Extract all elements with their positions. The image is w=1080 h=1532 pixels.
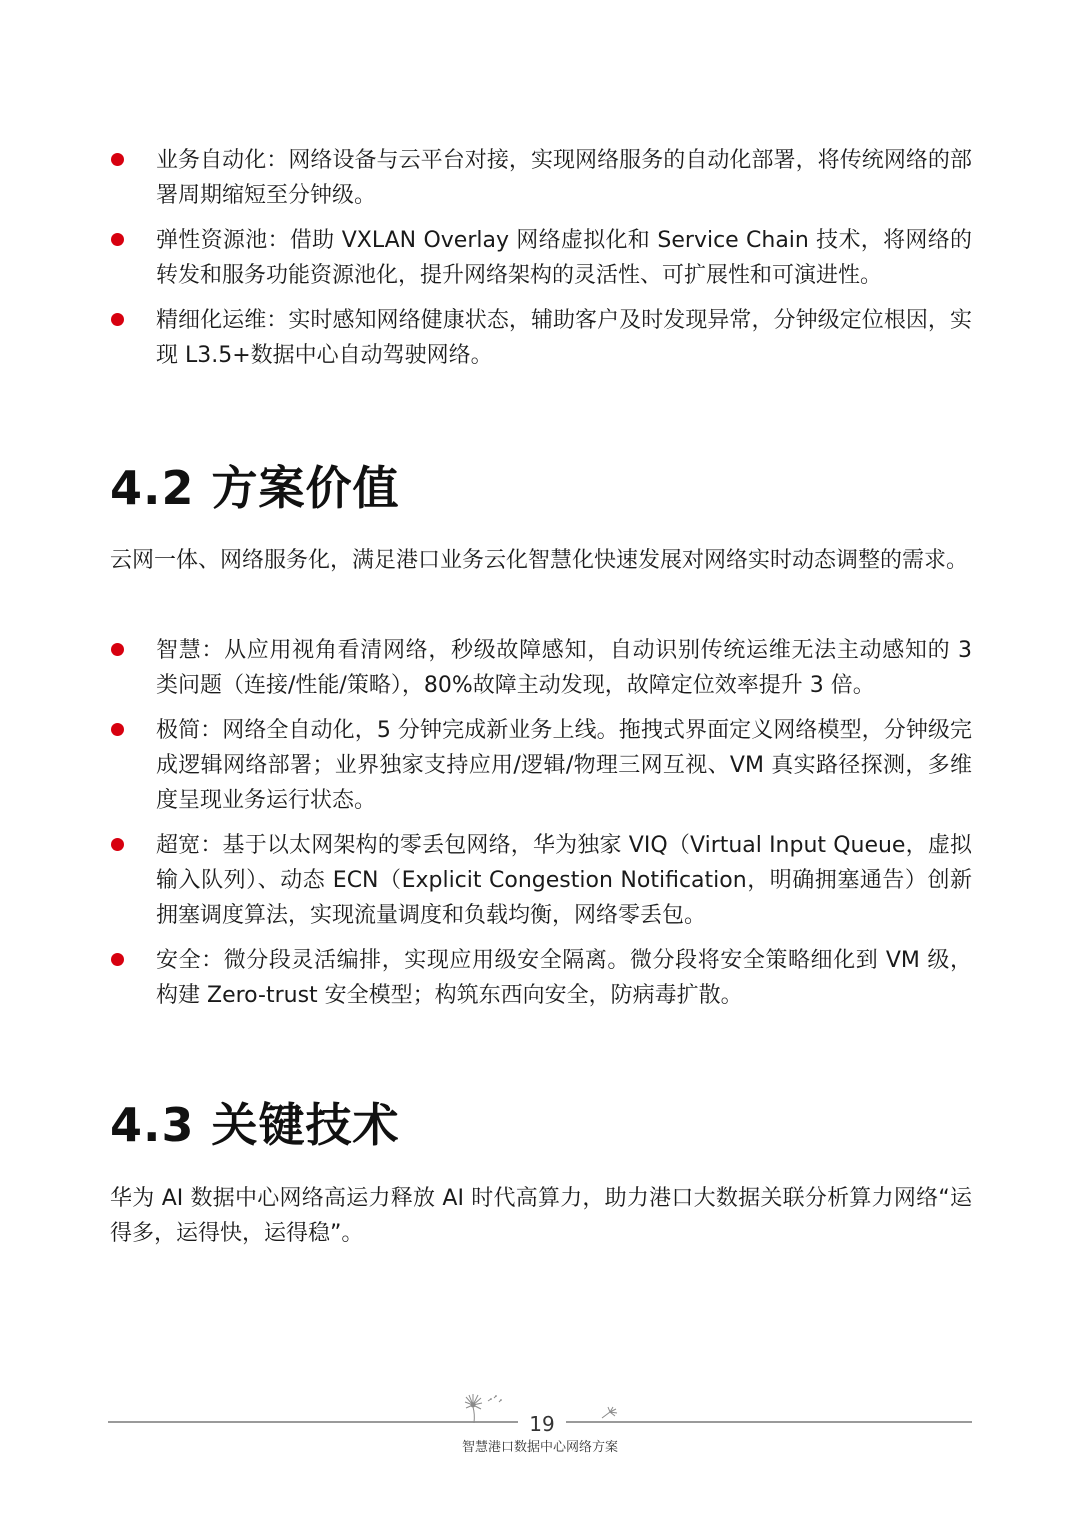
bullet-dot-icon — [111, 643, 124, 656]
bullet-dot-icon — [111, 838, 124, 851]
footer-rule-right — [566, 1421, 972, 1423]
bullet-text: 安全：微分段灵活编排，实现应用级安全隔离。微分段将安全策略细化到 VM 级，构建 Zero-trust 安全模型；构筑东西向安全，防病毒扩散。 — [156, 948, 972, 1008]
bullet-text: 超宽：基于以太网架构的零丢包网络，华为独家 VIQ（Virtual Input Queue，虚拟输入队列）、动态 ECN（Explicit Congestion Notification，明确拥塞通告）创新拥塞调度算法，实现流量调度和负载均衡，网络零丢包。 — [156, 833, 972, 928]
footer-document-title: 智慧港口数据中心网络方案 — [461, 1440, 618, 1455]
list-item — [108, 223, 972, 293]
list-item — [108, 633, 972, 703]
list-item — [108, 303, 972, 373]
footer-rule-left — [108, 1421, 518, 1423]
bullet-dot-icon — [111, 723, 124, 736]
page-number: 19 — [529, 1412, 555, 1436]
bullet-text: 弹性资源池：借助 VXLAN Overlay 网络虚拟化和 Service Chain 技术，将网络的转发和服务功能资源池化，提升网络架构的灵活性、可扩展性和可演进性。 — [156, 228, 972, 288]
bullet-dot-icon — [111, 233, 124, 246]
bullet-text: 极简：网络全自动化，5 分钟完成新业务上线。拖拽式界面定义网络模型，分钟级完成逻辑网络部署；业界独家支持应用/逻辑/物理三网互视、VM 真实路径探测，多维度呈现业务运行状态。 — [156, 718, 972, 813]
section-4-2-intro: 云网一体、网络服务化，满足港口业务云化智慧化快速发展对网络实时动态调整的需求。 — [110, 548, 969, 573]
list-item — [108, 943, 972, 1013]
section-heading-4-2: 4.2 方案价值 — [110, 461, 400, 515]
section-4-3-intro: 华为 AI 数据中心网络高运力释放 AI 时代高算力，助力港口大数据关联分析算力网络“运得多，运得快，运得稳”。 — [110, 1186, 972, 1246]
list-item — [108, 143, 972, 213]
bullet-dot-icon — [111, 153, 124, 166]
dandelion-icon — [460, 1392, 508, 1426]
bullet-text: 精细化运维：实时感知网络健康状态，辅助客户及时发现异常，分钟级定位根因，实现 L3.5+数据中心自动驾驶网络。 — [156, 308, 972, 368]
section-4-2-bullet-list — [108, 633, 972, 1023]
bullet-text: 业务自动化：网络设备与云平台对接，实现网络服务的自动化部署，将传统网络的部署周期缩短至分钟级。 — [156, 148, 972, 208]
intro-bullet-list — [108, 143, 972, 383]
bullet-dot-icon — [111, 313, 124, 326]
list-item — [108, 828, 972, 933]
list-item — [108, 713, 972, 818]
seed-icon — [598, 1404, 624, 1422]
section-heading-4-3: 4.3 关键技术 — [110, 1098, 400, 1152]
bullet-text: 智慧：从应用视角看清网络，秒级故障感知，自动识别传统运维无法主动感知的 3 类问题（连接/性能/策略），80%故障主动发现，故障定位效率提升 3 倍。 — [156, 638, 972, 698]
bullet-dot-icon — [111, 953, 124, 966]
